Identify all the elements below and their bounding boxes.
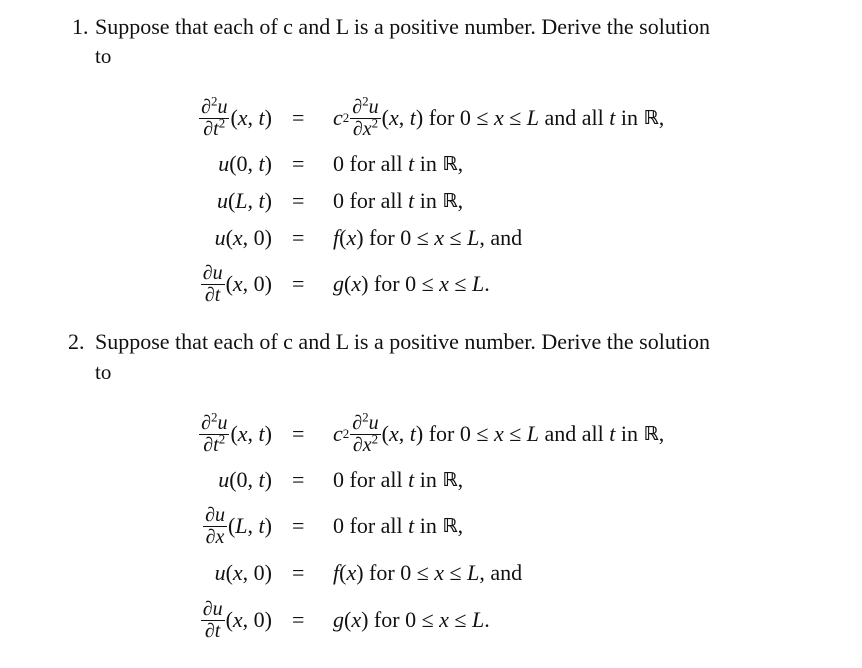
equation-rhs: 0 for all t in ℝ , bbox=[333, 151, 464, 176]
equation-lhs: u ( x , 0) bbox=[214, 560, 272, 585]
equation-rhs: 0 for all t in ℝ , bbox=[333, 467, 464, 492]
equation-rhs: g ( x ) for 0 ≤ x ≤ L . bbox=[333, 271, 490, 296]
equation-lhs: $\frac{\partial^2u}{\partial t^2}$ ( x , t ) bbox=[201, 92, 272, 140]
equation-rhs: c 2 $\frac{\partial^2u}{\partial x^2}$ ( x , t ) for 0 ≤ x ≤ L and all t in ℝ , bbox=[333, 408, 665, 456]
problem-statement-continuation: to bbox=[95, 360, 112, 384]
equation-row bbox=[0, 92, 862, 140]
equation-rhs: g ( x ) for 0 ≤ x ≤ L . bbox=[333, 607, 490, 632]
equals-sign: = bbox=[292, 607, 305, 632]
problem-statement: Suppose that each of c and L is a positive number. Derive the solution bbox=[95, 329, 711, 354]
problem-statement-continuation: to bbox=[95, 44, 112, 68]
equals-sign: = bbox=[292, 151, 305, 176]
equation-rhs: f ( x ) for 0 ≤ x ≤ L , and bbox=[333, 225, 523, 250]
equals-sign: = bbox=[292, 105, 305, 130]
equation-row bbox=[0, 598, 862, 642]
problem-statement: Suppose that each of c and L is a positive number. Derive the solution bbox=[95, 14, 711, 39]
equals-sign: = bbox=[292, 467, 305, 492]
equation-lhs: $\frac{\partial u}{\partial t}$ ( x , 0) bbox=[202, 597, 272, 642]
equation-lhs: u ( L , t ) bbox=[216, 188, 272, 213]
problem-number: 2. bbox=[68, 329, 85, 354]
equation-rhs: c 2 $\frac{\partial^2u}{\partial x^2}$ ( x , t ) for 0 ≤ x ≤ L and all t in ℝ , bbox=[333, 92, 665, 140]
equation-lhs: $\frac{\partial^2u}{\partial t^2}$ ( x , t ) bbox=[201, 408, 272, 456]
equation-lhs: u (0, t ) bbox=[218, 151, 272, 176]
equals-sign: = bbox=[292, 225, 305, 250]
equation-lhs: u (0, t ) bbox=[218, 467, 272, 492]
equation-rhs: 0 for all t in ℝ , bbox=[333, 513, 464, 538]
equation-row bbox=[0, 408, 862, 456]
equals-sign: = bbox=[292, 560, 305, 585]
equation-row bbox=[0, 551, 862, 595]
equation-row bbox=[0, 458, 862, 502]
problem-number: 1. bbox=[72, 14, 89, 39]
equals-sign: = bbox=[292, 513, 305, 538]
equation-lhs: $\frac{\partial u}{\partial x}$ ( L , t ) bbox=[205, 503, 272, 548]
equation-lhs: $\frac{\partial u}{\partial t}$ ( x , 0) bbox=[202, 261, 272, 306]
equation-rhs: f ( x ) for 0 ≤ x ≤ L , and bbox=[333, 560, 523, 585]
equation-row bbox=[0, 504, 862, 548]
equation-lhs: u ( x , 0) bbox=[214, 225, 272, 250]
equals-sign: = bbox=[292, 421, 305, 446]
equals-sign: = bbox=[292, 188, 305, 213]
equation-row bbox=[0, 262, 862, 306]
equals-sign: = bbox=[292, 271, 305, 296]
equation-row bbox=[0, 216, 862, 260]
equation-rhs: 0 for all t in ℝ , bbox=[333, 188, 464, 213]
